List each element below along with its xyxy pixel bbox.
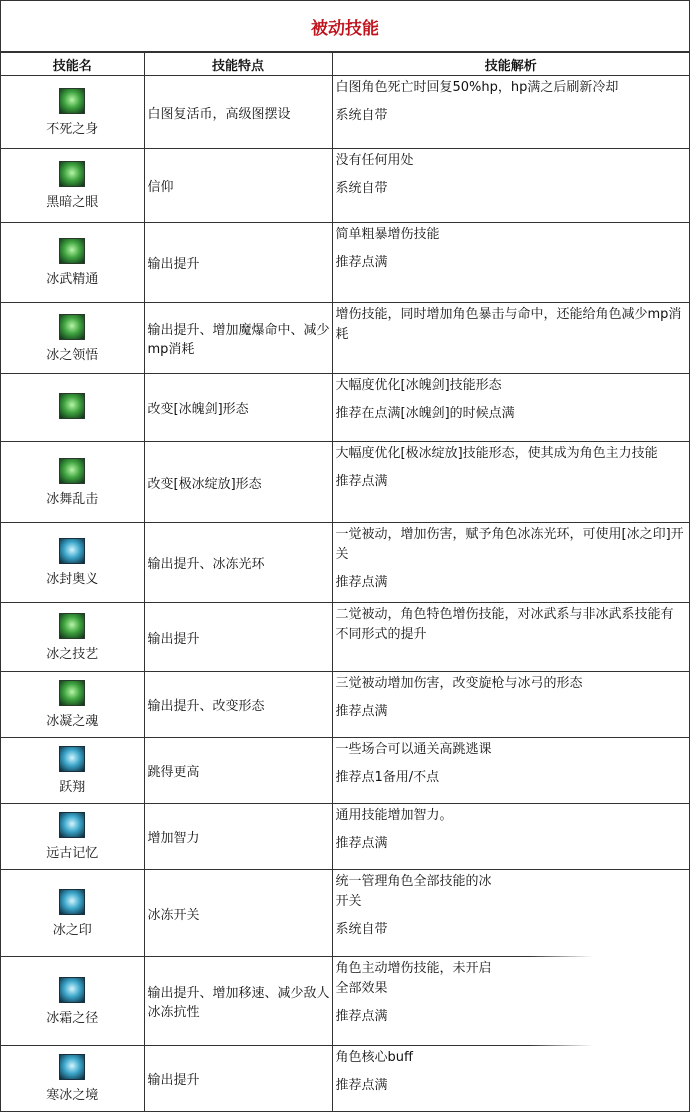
skill-feature: 输出提升、改变形态	[144, 672, 332, 738]
analysis-text: 角色核心buff	[335, 1050, 413, 1065]
table-row	[1, 303, 689, 374]
analysis-note: 推荐点满	[335, 474, 388, 489]
skill-name: 不死之身	[46, 121, 99, 137]
analysis-text: 二觉被动，角色特色增伤技能，对冰武系与非冰武系技能有不同形式的提升	[335, 607, 674, 642]
skill-name-cell	[1, 672, 144, 738]
analysis-text: 统一管理角色全部技能的冰	[335, 874, 492, 889]
skill-analysis	[332, 76, 689, 149]
ice-comprehension-icon	[59, 314, 85, 340]
skill-name: 冰封奥义	[46, 572, 99, 587]
table-row	[1, 804, 689, 870]
skill-name: 远古记忆	[46, 846, 99, 861]
table-row	[1, 149, 689, 223]
analysis-text: 一些场合可以通关高跳逃课	[335, 742, 492, 757]
ice-art-icon	[59, 613, 85, 639]
analysis-note: 推荐点满	[335, 704, 388, 719]
skill-name: 跃翔	[59, 780, 86, 795]
skill-name: 冰之印	[52, 922, 92, 938]
skill-feature: 输出提升	[144, 603, 332, 672]
skill-name-cell	[1, 523, 144, 603]
ice-seal-icon	[59, 889, 85, 915]
skill-name-cell	[1, 76, 144, 149]
analysis-note: 开关	[335, 894, 362, 909]
analysis-text: 三觉被动增加伤害，改变旋枪与冰弓的形态	[335, 676, 583, 691]
table-row	[1, 523, 689, 603]
skill-name-cell	[1, 303, 144, 374]
skill-name-cell	[1, 870, 144, 957]
table-header-row	[1, 53, 689, 76]
skill-feature: 输出提升、增加魔爆命中、减少mp消耗	[144, 303, 332, 374]
table-row	[1, 442, 689, 523]
table-row	[1, 374, 689, 442]
ice-dance-icon	[59, 458, 85, 484]
skill-analysis	[332, 804, 689, 870]
analysis-note: 推荐点满	[335, 836, 388, 851]
analysis-text: 通用技能增加智力。	[335, 808, 453, 823]
skill-analysis	[332, 1046, 689, 1112]
skill-name-cell	[1, 223, 144, 303]
skill-analysis	[332, 374, 689, 442]
skill-name: 冰之领悟	[46, 347, 99, 363]
table-row	[1, 672, 689, 738]
skill-analysis	[332, 149, 689, 223]
analysis-note: 全部效果	[335, 981, 388, 996]
skill-feature: 跳得更高	[144, 738, 332, 804]
table-row	[1, 1046, 689, 1112]
skill-name-cell	[1, 957, 144, 1046]
analysis-note: 系统自带	[335, 922, 388, 937]
white-fade-overlay	[529, 957, 689, 1057]
skill-feature: 增加智力	[144, 804, 332, 870]
skill-feature: 输出提升	[144, 223, 332, 303]
skill-analysis	[332, 223, 689, 303]
skill-name-cell	[1, 149, 144, 223]
skill-name: 冰之技艺	[46, 646, 99, 662]
skill-name: 冰武精通	[46, 272, 99, 287]
skill-name: 冰舞乱击	[46, 491, 99, 507]
table-row	[1, 957, 689, 1046]
skill-analysis	[332, 957, 689, 1046]
skill-analysis	[332, 442, 689, 523]
skill-name-cell	[1, 738, 144, 804]
analysis-text: 一觉被动，增加伤害，赋予角色冰冻光环，可使用[冰之印]开关	[335, 527, 684, 562]
ice-weapon-icon	[59, 238, 85, 264]
dark-eye-icon	[59, 161, 85, 187]
skill-feature: 白图复活币，高级图摆设	[144, 76, 332, 149]
skill-analysis	[332, 303, 689, 374]
skill-name: 冰凝之魂	[46, 714, 99, 729]
skill-name: 冰霜之径	[46, 1010, 99, 1026]
skill-analysis	[332, 738, 689, 804]
table-row	[1, 603, 689, 672]
analysis-text: 白图角色死亡时回复50%hp，hp满之后刷新冷却	[335, 80, 619, 95]
analysis-text: 角色主动增伤技能，未开启	[335, 961, 492, 976]
frost-path-icon	[59, 977, 85, 1003]
header-skill-name: 技能名	[1, 53, 144, 76]
wings-icon	[59, 746, 85, 772]
ice-soul-icon	[59, 680, 85, 706]
table-row	[1, 738, 689, 804]
analysis-note: 推荐点满	[335, 575, 388, 590]
skill-name-cell	[1, 1046, 144, 1112]
skill-feature: 输出提升、冰冻光环	[144, 523, 332, 603]
white-fade-overlay	[529, 870, 689, 970]
table-row	[1, 76, 689, 149]
analysis-text: 大幅度优化[极冰绽放]技能形态，使其成为角色主力技能	[335, 446, 658, 461]
header-skill-analysis: 技能解析	[332, 53, 689, 76]
skill-feature: 冰冻开关	[144, 870, 332, 957]
skill-feature: 改变[冰魄剑]形态	[144, 374, 332, 442]
skill-feature: 改变[极冰绽放]形态	[144, 442, 332, 523]
analysis-note: 推荐点1备用/不点	[335, 770, 440, 785]
cold-realm-icon	[59, 1054, 85, 1080]
skill-feature: 信仰	[144, 149, 332, 223]
skill-analysis	[332, 603, 689, 672]
table-row	[1, 223, 689, 303]
analysis-note: 推荐点满	[335, 1009, 388, 1024]
ancient-memory-icon	[59, 812, 85, 838]
analysis-note: 系统自带	[335, 181, 388, 196]
analysis-text: 没有任何用处	[335, 153, 414, 168]
analysis-note: 推荐点满	[335, 1078, 388, 1093]
page-title: 被动技能	[1, 1, 689, 52]
analysis-text: 增伤技能，同时增加角色暴击与命中，还能给角色减少mp消耗	[335, 307, 682, 342]
analysis-note: 推荐点满	[335, 255, 388, 270]
analysis-text: 简单粗暴增伤技能	[335, 227, 440, 242]
header-skill-feature: 技能特点	[144, 53, 332, 76]
skill-name-cell	[1, 442, 144, 523]
skill-name-cell	[1, 603, 144, 672]
skill-name: 黑暗之眼	[46, 195, 99, 210]
skill-name-cell	[1, 374, 144, 442]
analysis-note: 推荐在点满[冰魄剑]的时候点满	[335, 406, 515, 421]
skill-analysis	[332, 523, 689, 603]
skill-analysis	[332, 870, 689, 957]
ice-sword-icon	[59, 393, 85, 419]
skill-name-cell	[1, 804, 144, 870]
skill-name: 寒冰之境	[46, 1088, 99, 1103]
skill-analysis	[332, 672, 689, 738]
frozen-mystery-icon	[59, 538, 85, 564]
passive-skill-table	[1, 52, 689, 1112]
analysis-text: 大幅度优化[冰魄剑]技能形态	[335, 378, 502, 393]
analysis-note: 系统自带	[335, 108, 388, 123]
skill-feature: 输出提升、增加移速、减少敌人冰冻抗性	[144, 957, 332, 1046]
skill-feature: 输出提升	[144, 1046, 332, 1112]
green-figure-icon	[59, 88, 85, 114]
table-row	[1, 870, 689, 957]
